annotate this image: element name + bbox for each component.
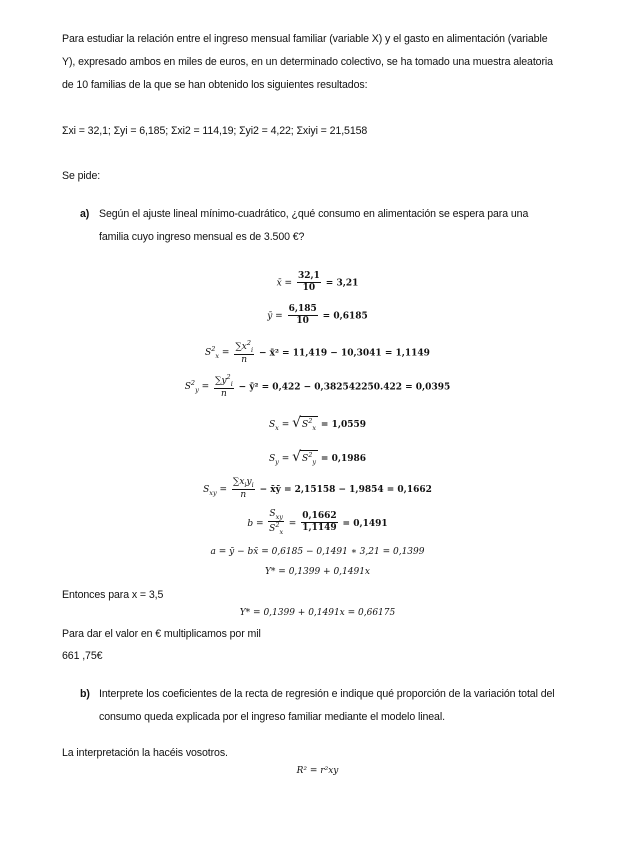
intro-line-2: Y), expresado ambos en miles de euros, en un determinado colectivo, se ha tomado una muestra aleatoria [62,56,553,68]
ybar-result: = 0,6185 [322,311,368,322]
interpretacion-line: La interpretación la hacéis vosotros. [62,747,228,759]
b-den: 1,1149 [302,523,337,534]
intro-line-3: de 10 familias de la que se han obtenido los siguientes resultados: [62,79,368,91]
xbar-den: 10 [302,282,316,293]
question-a-line-2: familia cuyo ingreso mensual es de 3.500 €? [99,231,305,243]
formula-r2: R² = r²xy [296,766,339,776]
sxy-rest: − x̄ȳ = 2,15158 − 1,9854 = 0,1662 [259,484,432,495]
formula-y-star: Y* = 0,1399 + 0,1491x [264,567,371,577]
formula-ybar: ȳ = $\frac{6,185}{10}$ = 0,6185 [267,304,368,326]
result-value: 661 ,75€ [62,650,103,662]
question-a-label: a) [80,208,90,220]
formula-xbar: x̄ = $\frac{32,1}{10}$ = 3,21 [276,271,359,293]
para-dar-line: Para dar el valor en € multiplicamos por mil [62,628,261,640]
formula-a: a = ȳ − bx̄ = 0,6185 − 0,1491 ∗ 3,21 = 0,1399 [210,547,425,557]
formula-sxy: $S_{xy}$ = $\frac{\sum x_iy_i}{n}$ − x̄ȳ = 2,15158 − 1,9854 = 0,1662 [203,477,432,500]
intro-line-1: Para estudiar la relación entre el ingreso mensual familiar (variable X) y el gasto en alimentación (variable [62,33,548,45]
sx-result: = 1,0559 [320,420,367,430]
b-result: = 0,1491 [342,518,388,529]
sums-line: Σxi = 32,1; Σyi = 6,185; Σxi2 = 114,19; Σyi2 = 4,22; Σxiyi = 21,5158 [62,125,368,137]
question-b-label: b) [80,688,90,700]
formula-sy2: $S^2_y$ = $\frac{\sum y^2_i}{n}$ − ȳ² = 0,422 − 0,382542250.422 = 0,0395 [184,373,451,399]
xbar-result: = 3,21 [325,278,359,289]
formula-sy: $S_y = √S^2_y = 0,1986$ [268,449,367,466]
formula-sx: $S_x = √S^2_x = 1,0559$ [268,415,367,432]
formula-y-eval: Y* = 0,1399 + 0,1491x = 0,66175 [239,608,396,618]
formula-b: b = $\frac{S_{xy}}{S^2_x}$ = $\frac{0,1662}{1,1149}$ = 0,1491 [247,509,388,536]
entonces-line: Entonces para x = 3,5 [62,589,164,601]
question-a-line-1: Según el ajuste lineal mínimo-cuadrático, ¿qué consumo en alimentación se espera para una [99,208,529,220]
ybar-num: 6,185 [288,304,317,314]
sy2-rest: − ȳ² = 0,422 − 0,382542250.422 = 0,0395 [238,382,451,393]
question-b-line-2: consumo queda explicada por el ingreso familiar mediante el modelo lineal. [99,711,445,723]
formula-sx2: $S^2_x$ = $\frac{\sum x^2_i}{n}$ − x̄² = 11,419 − 10,3041 = 1,1149 [205,339,430,365]
question-b-line-1: Interprete los coeficientes de la recta de regresión e indique qué proporción de la variación total del [99,688,555,700]
xbar-num: 32,1 [297,271,320,281]
b-num: 0,1662 [302,511,337,522]
sy-result: = 0,1986 [320,454,367,464]
se-pide: Se pide: [62,170,101,182]
sx2-rest: − x̄² = 11,419 − 10,3041 = 1,1149 [258,348,430,359]
ybar-den: 10 [296,315,309,326]
